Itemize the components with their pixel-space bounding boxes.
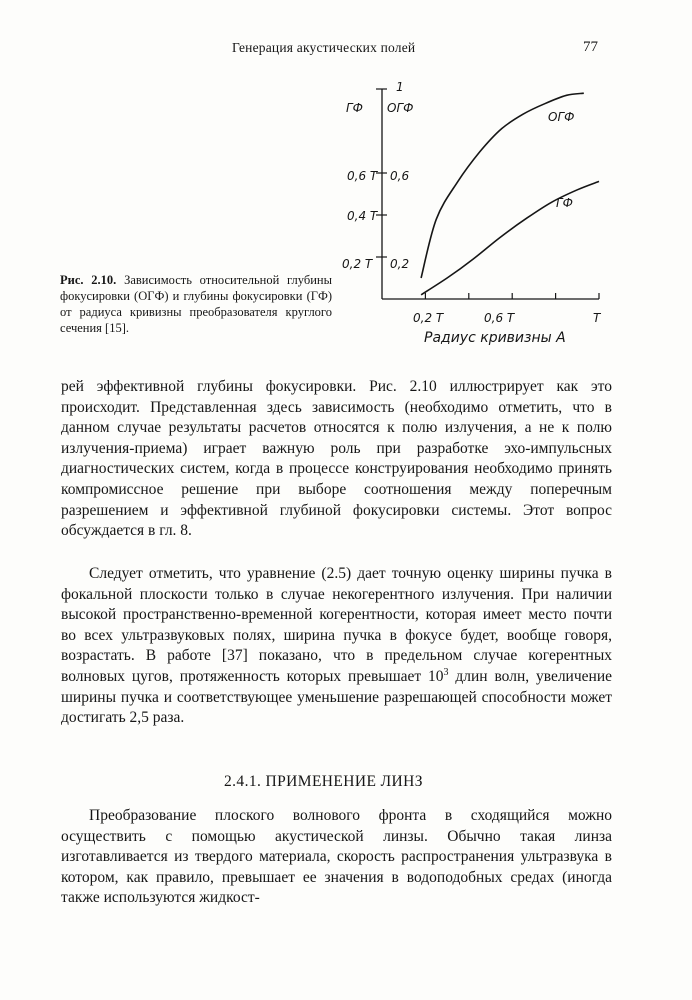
series-label: ОГФ	[548, 110, 575, 124]
y-axis-title-left: ГФ	[346, 101, 364, 115]
page-number: 77	[583, 39, 598, 55]
y-tick-right-label: 1	[396, 80, 404, 94]
x-axis-title: Радиус кривизны А	[424, 330, 566, 346]
series-label: ГФ	[556, 196, 574, 210]
y-tick-right-label: 0,6	[390, 169, 410, 183]
superscript: 3	[443, 666, 449, 678]
x-tick-label: 0,2 T	[413, 311, 444, 325]
y-tick-left-label: 0,4 T	[347, 209, 378, 223]
figure-caption	[60, 272, 332, 336]
body-paragraph	[61, 564, 612, 729]
y-axis-title-right: ОГФ	[387, 101, 414, 115]
running-head: Генерация акустических полей	[232, 40, 416, 55]
y-tick-left-label: 0,6 T	[347, 169, 378, 183]
section-heading: 2.4.1. ПРИМЕНЕНИЕ ЛИНЗ	[224, 773, 423, 790]
body-paragraph: Преобразование плоского волнового фронта в сходящийся можно осуществить с помощью акустической линзы. Обычно такая линза изготавливается из твердого материала, скорость распространения ультразвука в котором, как правило, превышает ее значения в водоподобных средах (иногда также используются жидкост-	[61, 807, 612, 907]
y-tick-right-label: 0,2	[390, 257, 410, 271]
caption-text: Зависимость относительной глубины фокусировки (ОГФ) и глубины фокусировки (ГФ) от радиуса кривизны преобразователя круглого сечения [15].	[60, 273, 333, 335]
chart-series	[421, 93, 599, 295]
paragraph-text: Следует отметить, что уравнение (2.5) дает точную оценку ширины пучка в фокальной плоскости только в случае некогерентного излучения. При наличии высокой пространственно-временной когерентности, которая имеет место почти во всех ультразвуковых полях, ширина пучка в фокусе будет, вообще говоря, возрастать. В работе [37] показано, что в предельном случае когерентных волновых цугов, протяженность которых превышает 10	[61, 565, 612, 685]
caption-label: Рис. 2.10.	[60, 273, 117, 287]
paragraph-text: длин волн, увеличение ширины пучка и соответствующее уменьшение разрешающей способности может достигать 2,5 раза.	[61, 667, 612, 727]
y-tick-left-label: 0,2 T	[342, 257, 373, 271]
x-tick-label: T	[593, 311, 601, 325]
body-paragraph: рей эффективной глубины фокусировки. Рис. 2.10 иллюстрирует как это происходит. Представленная здесь зависимость (необходимо отметить, что в данном случае результаты расчетов относятся к полю излучения, а не к полю излучения-приема) играет важную роль при разработке эхо-импульсных диагностических систем, когда в процессе конструирования необходимо принять компромиссное решение при выборе соотношения между поперечным разрешением и эффективной глубиной фокусировки системы. Этот вопрос обсуждается в гл. 8.	[61, 378, 612, 540]
x-tick-label: 0,6 T	[484, 311, 515, 325]
